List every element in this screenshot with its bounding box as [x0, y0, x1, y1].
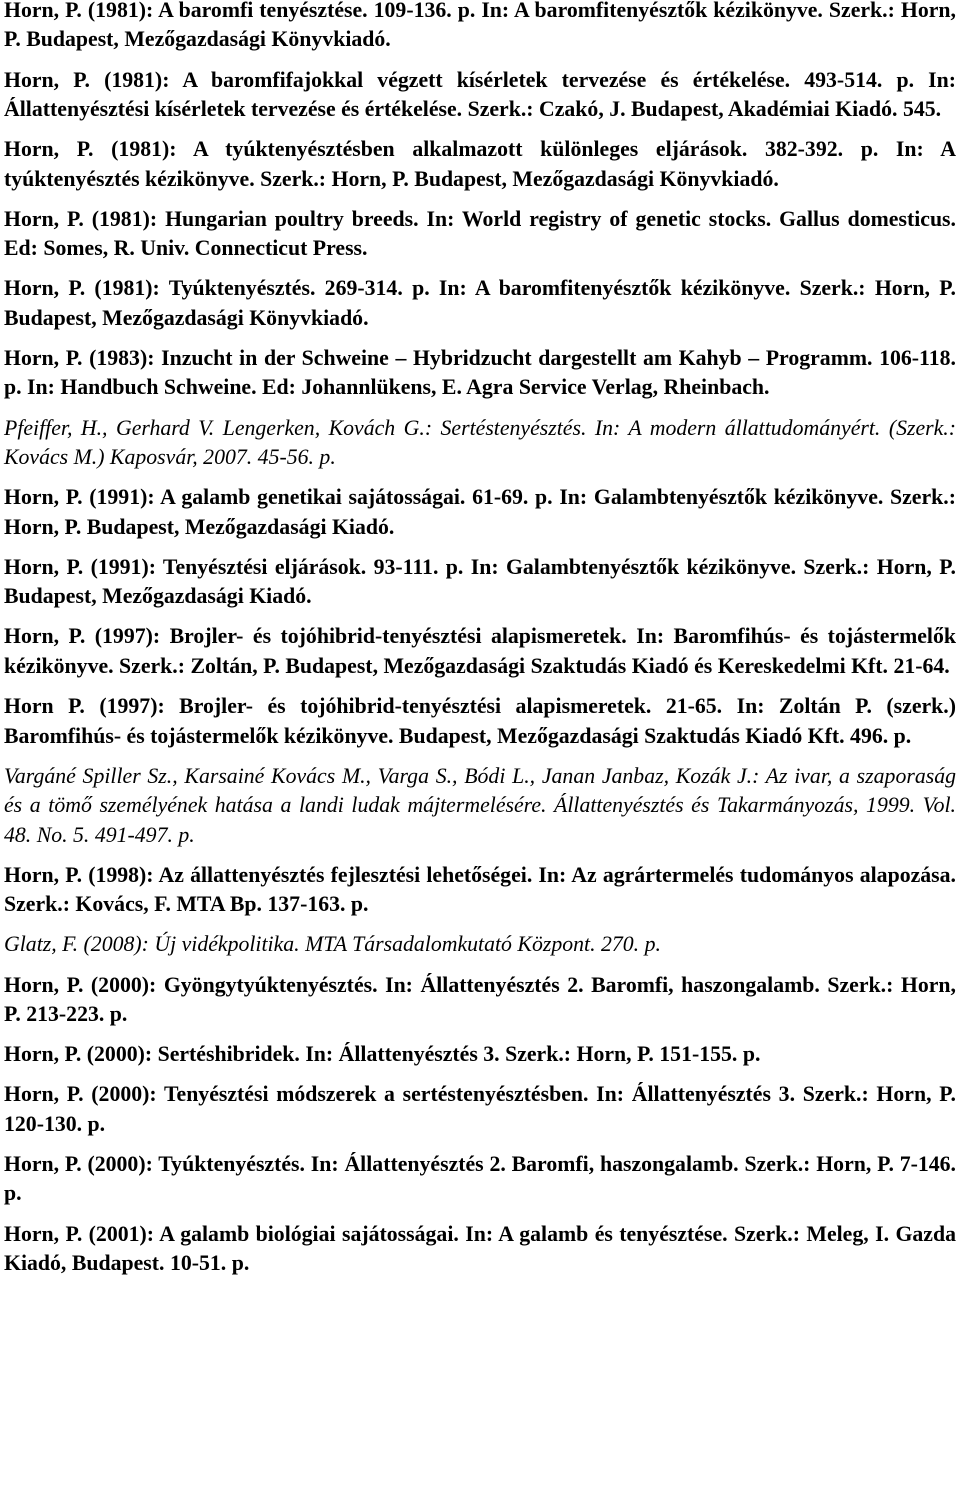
reference-entry: Horn P. (1997): Brojler- és tojóhibrid-tenyésztési alapismeretek. 21-65. In: Zoltán P. (szerk.) Baromfihús- és tojástermelők kézikönyve. Budapest, Mezőgazdasági Szaktudás Kiadó Kft. 496. p. — [4, 694, 956, 748]
reference-entry: Horn, P. (2000): Tenyésztési módszerek a sertéstenyésztésben. In: Állattenyésztés 3. Szerk.: Horn, P. 120-130. p. — [4, 1082, 956, 1136]
reference-entry: Vargáné Spiller Sz., Karsainé Kovács M., Varga S., Bódi L., Janan Janbaz, Kozák J.: Az ivar, a szaporaság és a tömő személyének hatása a landi ludak májtermelésére. Állattenyésztés és Takarmányozás, 1999. Vol. 48. No. 5. 491-497. p. — [4, 763, 956, 847]
reference-entry: Glatz, F. (2008): Új vidékpolitika. MTA Társadalomkutató Központ. 270. p. — [4, 932, 661, 957]
reference-entry: Horn, P. (1981): A baromfifajokkal végzett kísérletek tervezése és értékelése. 493-514. p. In: Állattenyésztési kísérletek tervezése és értékelése. Szerk.: Czakó, J. Budapest, Akadémiai Kiadó. 545. — [4, 67, 956, 122]
reference-entry: Horn, P. (1981): Tyúktenyésztés. 269-314. p. In: A baromfitenyésztők kézikönyve. Szerk.: Horn, P. Budapest, Mezőgazdasági Könyvkiadó. — [4, 276, 956, 330]
reference-entry: Pfeiffer, H., Gerhard V. Lengerken, Kovách G.: Sertéstenyésztés. In: A modern állattudományért. (Szerk.: Kovács M.) Kaposvár, 2007. 45-56. p. — [4, 415, 956, 470]
reference-entry: Horn, P. (1997): Brojler- és tojóhibrid-tenyésztési alapismeretek. In: Baromfihús- és tojástermelők kézikönyve. Szerk.: Zoltán, P. Budapest, Mezőgazdasági Szaktudás Kiadó és Kereskedelmi Kft. 21-64. — [4, 624, 956, 678]
reference-entry: Horn, P. (1991): Tenyésztési eljárások. 93-111. p. In: Galambtenyésztők kézikönyve. Szerk.: Horn, P. Budapest, Mezőgazdasági Kiadó. — [4, 554, 956, 609]
reference-entry: Horn, P. (2000): Tyúktenyésztés. In: Állattenyésztés 2. Baromfi, haszongalamb. Szerk.: Horn, P. 7-146. p. — [4, 1151, 956, 1206]
reference-entry: Horn, P. (2000): Sertéshibridek. In: Állattenyésztés 3. Szerk.: Horn, P. 151-155. p. — [4, 1042, 761, 1067]
reference-entry: Horn, P. (1981): A baromfi tenyésztése. 109-136. p. In: A baromfitenyésztők kézikönyve. Szerk.: Horn, P. Budapest, Mezőgazdasági Könyvkiadó. — [4, 0, 956, 52]
reference-entry: Horn, P. (1991): A galamb genetikai sajátosságai. 61-69. p. In: Galambtenyésztők kézikönyve. Szerk.: Horn, P. Budapest, Mezőgazdasági Kiadó. — [4, 485, 956, 539]
reference-entry: Horn, P. (2001): A galamb biológiai sajátosságai. In: A galamb és tenyésztése. Szerk.: Meleg, I. Gazda Kiadó, Budapest. 10-51. p. — [4, 1221, 956, 1275]
reference-entry: Horn, P. (1983): Inzucht in der Schweine – Hybridzucht dargestellt am Kahyb – Programm. 106-118. p. In: Handbuch Schweine. Ed: Johannlükens, E. Agra Service Verlag, Rheinbach. — [4, 346, 956, 400]
reference-entry: Horn, P. (1998): Az állattenyésztés fejlesztési lehetőségei. In: Az agrártermelés tudományos alapozása. Szerk.: Kovács, F. MTA Bp. 137-163. p. — [4, 862, 956, 917]
reference-entry: Horn, P. (1981): Hungarian poultry breeds. In: World registry of genetic stocks. Gallus domesticus. Ed: Somes, R. Univ. Connecticut Press. — [4, 206, 956, 261]
reference-entry: Horn, P. (1981): A tyúktenyésztésben alkalmazott különleges eljárások. 382-392. p. In: A tyúktenyésztés kézikönyve. Szerk.: Horn, P. Budapest, Mezőgazdasági Könyvkiadó. — [4, 137, 956, 191]
reference-entry: Horn, P. (2000): Gyöngytyúktenyésztés. In: Állattenyésztés 2. Baromfi, haszongalamb. Szerk.: Horn, P. 213-223. p. — [4, 972, 956, 1026]
